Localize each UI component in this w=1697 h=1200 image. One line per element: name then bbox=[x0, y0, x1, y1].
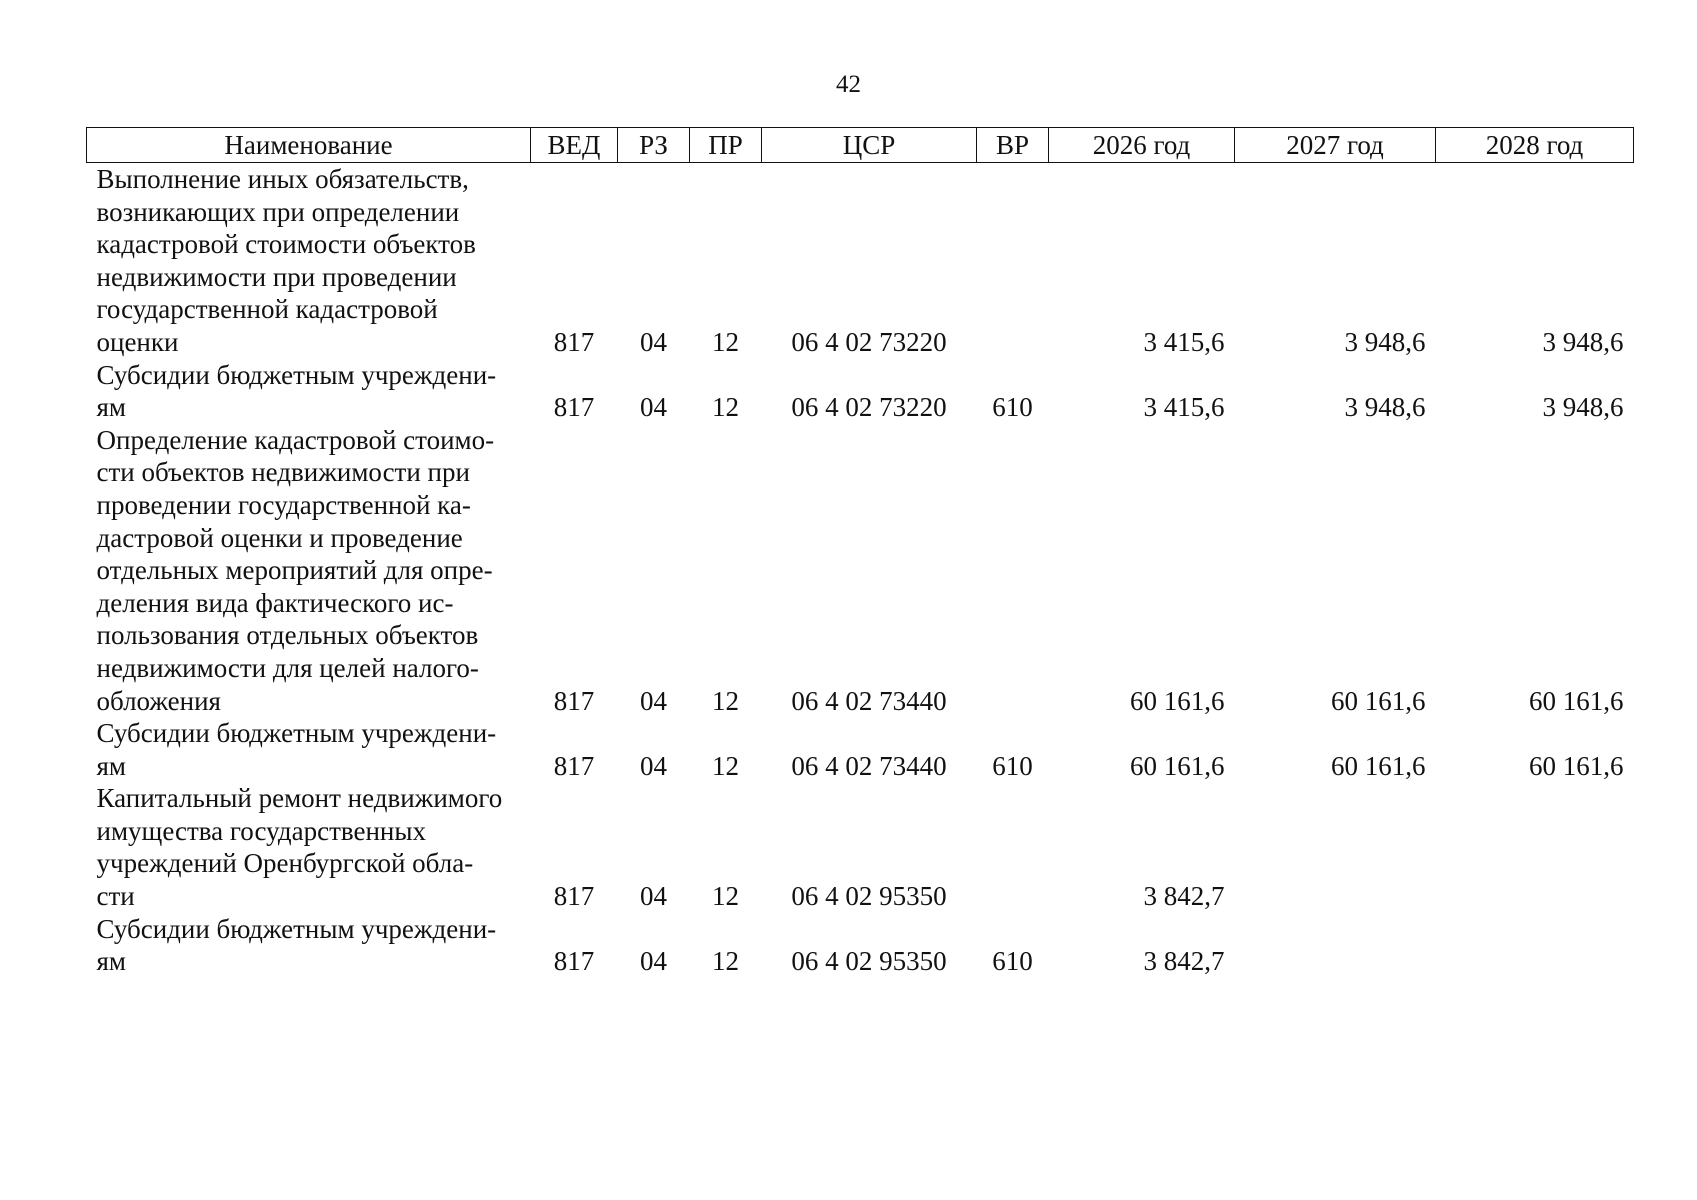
name-line: Определение кадастровой стоимо- bbox=[96, 424, 495, 455]
name-line: ям bbox=[96, 392, 127, 423]
header-2028: 2028 год bbox=[1436, 128, 1634, 163]
cell-vr bbox=[977, 424, 1049, 717]
cell-name bbox=[87, 424, 531, 717]
cell-2027 bbox=[1235, 913, 1436, 978]
cell-rz: 04 bbox=[640, 326, 667, 357]
cell-rz: 04 bbox=[640, 881, 667, 912]
name-line: Капитальный ремонт недвижимого bbox=[96, 783, 503, 814]
name-line: Субсидии бюджетным учреждени- bbox=[96, 913, 497, 944]
cell-csr: 06 4 02 95350 bbox=[791, 881, 947, 912]
cell-csr: 06 4 02 73440 bbox=[791, 685, 947, 716]
name-line: ям bbox=[96, 750, 127, 781]
table-row bbox=[87, 359, 1634, 424]
cell-csr: 06 4 02 73440 bbox=[791, 750, 947, 781]
name-line: имущества государственных bbox=[96, 815, 427, 846]
cell-ved: 817 bbox=[553, 685, 595, 716]
cell-vr: 610 bbox=[992, 392, 1033, 423]
name-line: государственной кадастровой bbox=[96, 294, 438, 325]
cell-2028 bbox=[1436, 782, 1634, 912]
name-line: недвижимости при проведении bbox=[96, 261, 457, 292]
cell-name bbox=[87, 359, 531, 424]
name-line: Субсидии бюджетным учреждени- bbox=[96, 718, 497, 749]
cell-name bbox=[87, 913, 531, 978]
cell-name bbox=[87, 717, 531, 782]
cell-2028 bbox=[1436, 913, 1634, 978]
name-line: обложения bbox=[96, 685, 221, 716]
cell-2026: 3 415,6 bbox=[1143, 326, 1225, 357]
cell-pr: 12 bbox=[712, 750, 739, 781]
cell-2028: 3 948,6 bbox=[1542, 392, 1624, 423]
name-line: дастровой оценки и проведение bbox=[96, 522, 463, 553]
cell-vr: 610 bbox=[992, 946, 1033, 977]
name-line: деления вида фактического ис- bbox=[96, 587, 454, 618]
cell-ved: 817 bbox=[553, 392, 595, 423]
cell-ved: 817 bbox=[553, 326, 595, 357]
cell-pr: 12 bbox=[712, 946, 739, 977]
name-line: учреждений Оренбургской обла- bbox=[96, 848, 474, 879]
table-row bbox=[87, 424, 1634, 717]
table-row bbox=[87, 782, 1634, 912]
cell-2026: 60 161,6 bbox=[1130, 750, 1225, 781]
name-line: ям bbox=[96, 946, 127, 977]
cell-ved: 817 bbox=[553, 881, 595, 912]
table-row bbox=[87, 163, 1634, 359]
cell-2026: 3 842,7 bbox=[1143, 946, 1225, 977]
cell-ved: 817 bbox=[553, 750, 595, 781]
cell-2027 bbox=[1235, 782, 1436, 912]
cell-csr: 06 4 02 95350 bbox=[791, 946, 947, 977]
cell-rz: 04 bbox=[640, 750, 667, 781]
name-line: Субсидии бюджетным учреждени- bbox=[96, 359, 497, 390]
cell-2026: 3 415,6 bbox=[1143, 392, 1225, 423]
cell-vr bbox=[977, 163, 1049, 359]
cell-2026: 60 161,6 bbox=[1130, 685, 1225, 716]
cell-2027: 60 161,6 bbox=[1331, 750, 1426, 781]
cell-2027: 3 948,6 bbox=[1344, 392, 1426, 423]
table-header bbox=[87, 128, 1634, 163]
header-ved: ВЕД bbox=[531, 128, 618, 163]
name-line: проведении государственной ка- bbox=[96, 489, 471, 520]
cell-rz: 04 bbox=[640, 685, 667, 716]
cell-2027: 3 948,6 bbox=[1344, 326, 1426, 357]
header-csr: ЦСР bbox=[762, 128, 977, 163]
name-line: пользования отдельных объектов bbox=[96, 620, 479, 651]
cell-2028: 60 161,6 bbox=[1529, 750, 1624, 781]
table-row bbox=[87, 717, 1634, 782]
name-line: возникающих при определении bbox=[96, 196, 460, 227]
cell-pr: 12 bbox=[712, 881, 739, 912]
name-line: кадастровой стоимости объектов bbox=[96, 229, 476, 260]
budget-table bbox=[86, 127, 1634, 978]
table-body bbox=[87, 163, 1634, 978]
cell-name bbox=[87, 163, 531, 359]
cell-pr: 12 bbox=[712, 326, 739, 357]
header-vr: ВР bbox=[977, 128, 1049, 163]
cell-rz: 04 bbox=[640, 392, 667, 423]
name-line: сти bbox=[96, 881, 135, 912]
name-line: Выполнение иных обязательств, bbox=[96, 164, 469, 194]
cell-2026: 3 842,7 bbox=[1143, 881, 1225, 912]
cell-pr: 12 bbox=[712, 685, 739, 716]
cell-name bbox=[87, 782, 531, 912]
cell-csr: 06 4 02 73220 bbox=[791, 392, 947, 423]
cell-rz: 04 bbox=[640, 946, 667, 977]
cell-2028: 60 161,6 bbox=[1529, 685, 1624, 716]
cell-pr: 12 bbox=[712, 392, 739, 423]
cell-vr bbox=[977, 782, 1049, 912]
cell-2028: 3 948,6 bbox=[1542, 326, 1624, 357]
page-number: 42 bbox=[836, 71, 861, 98]
name-line: сти объектов недвижимости при bbox=[96, 457, 470, 488]
name-line: недвижимости для целей налого- bbox=[96, 652, 479, 683]
cell-vr: 610 bbox=[992, 750, 1033, 781]
header-rz: РЗ bbox=[618, 128, 690, 163]
header-name: Наименование bbox=[87, 128, 531, 163]
name-line: отдельных мероприятий для опре- bbox=[96, 555, 493, 586]
header-2026: 2026 год bbox=[1049, 128, 1235, 163]
table-row bbox=[87, 913, 1634, 978]
cell-2027: 60 161,6 bbox=[1331, 685, 1426, 716]
cell-ved: 817 bbox=[553, 946, 595, 977]
header-pr: ПР bbox=[690, 128, 762, 163]
cell-csr: 06 4 02 73220 bbox=[791, 326, 947, 357]
header-2027: 2027 год bbox=[1235, 128, 1436, 163]
name-line: оценки bbox=[96, 326, 179, 357]
